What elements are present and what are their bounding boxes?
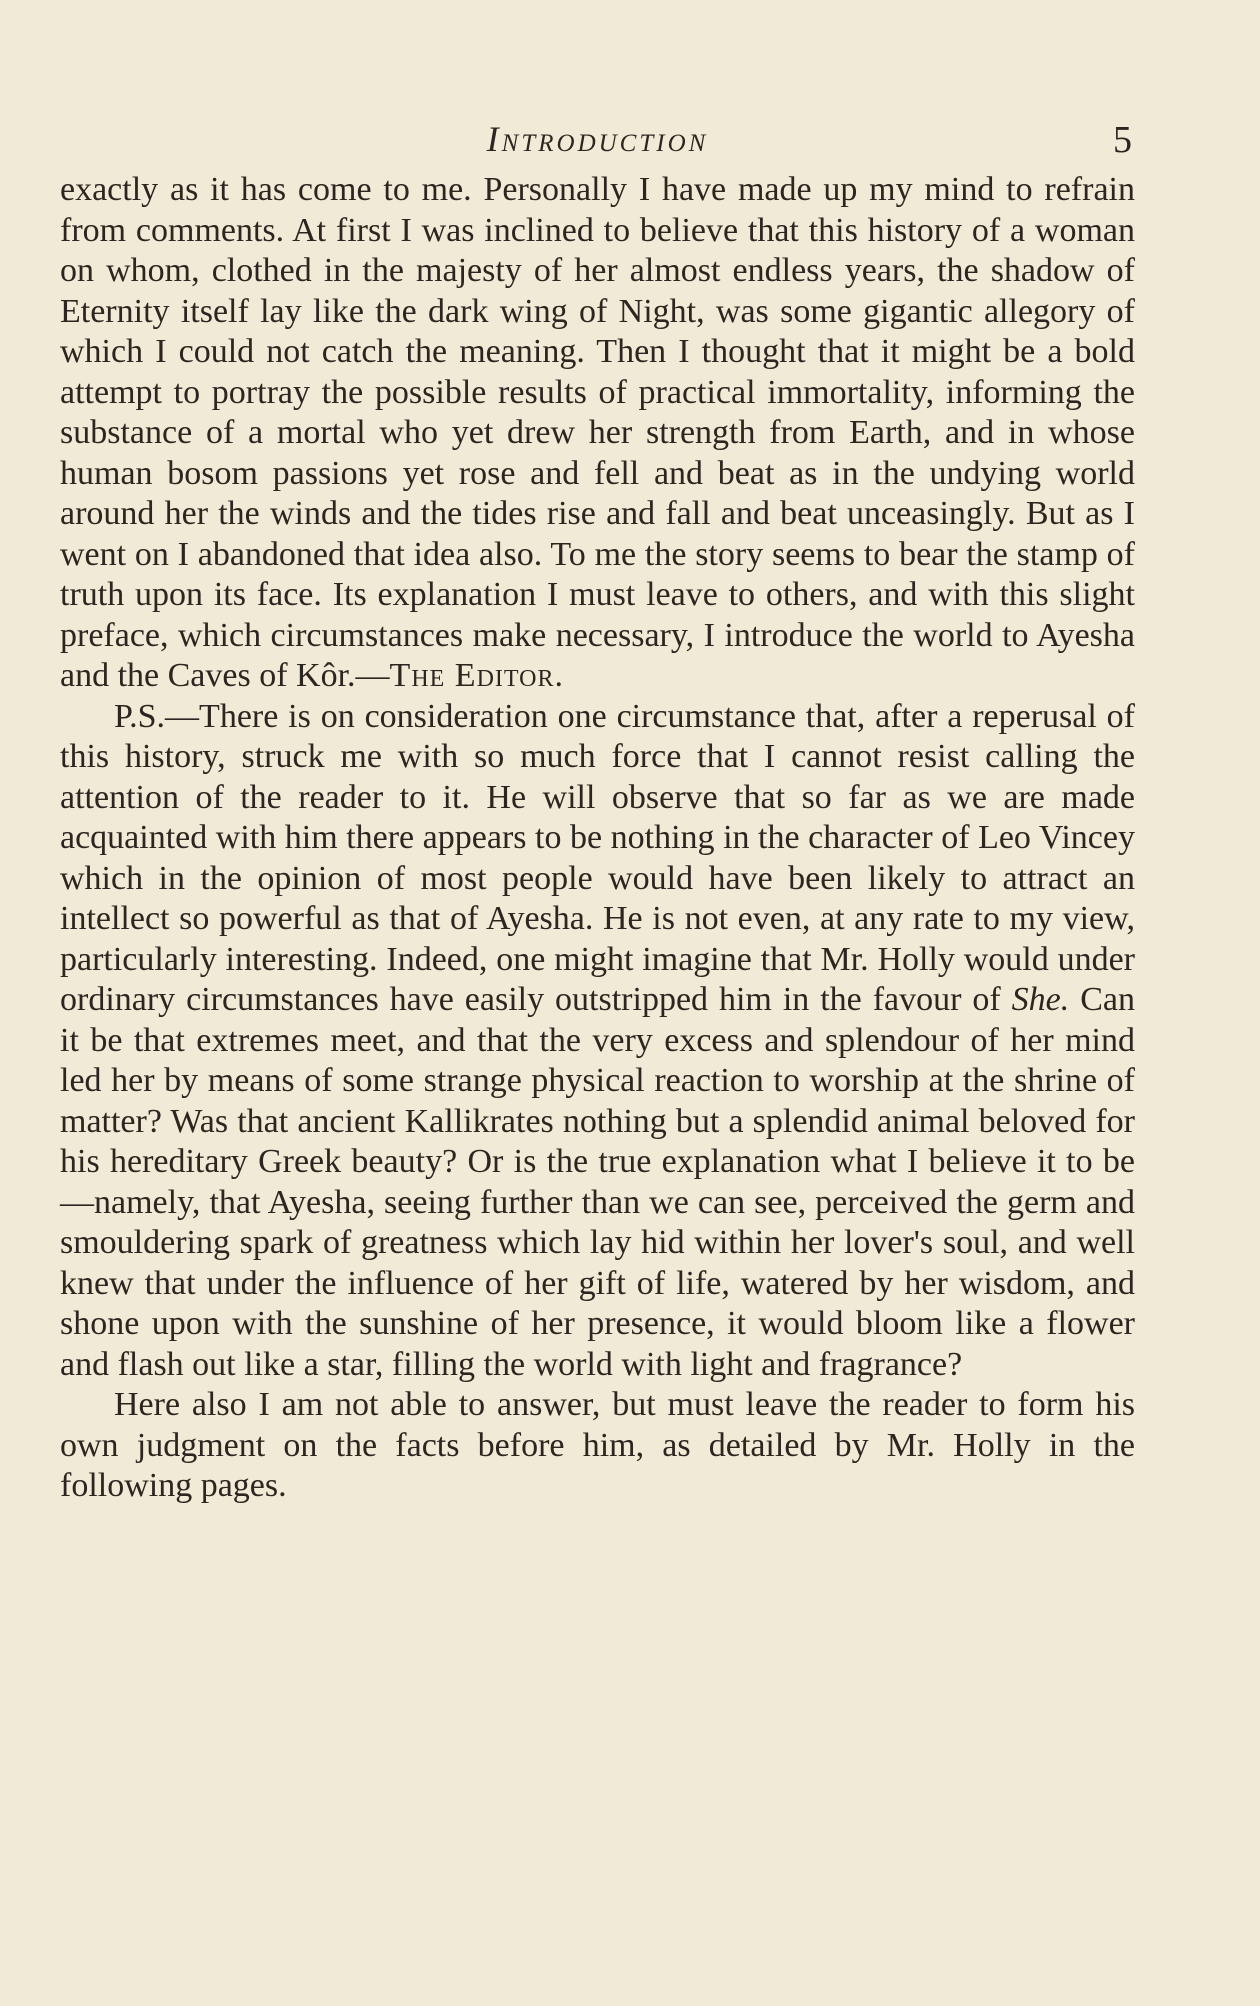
paragraph-1 <box>60 170 1135 697</box>
running-head <box>60 110 1135 170</box>
paragraph-1-text: exactly as it has come to me. Personally I have made up my mind to refrain from comments. At first I was inclined to believe that this history of a woman on whom, clothed in the majesty of her almost endless years, the shadow of Eternity itself lay like the dark wing of Night, was some gigantic allegory of which I could not catch the meaning. Then I thought that it might be a bold attempt to portray the possible results of practical immortality, informing the substance of a mortal who yet drew her strength from Earth, and in whose human bosom passions yet rose and fell and beat as in the undying world around her the winds and the tides rise and fall and beat unceasingly. But as I went on I abandoned that idea also. To me the story seems to bear the stamp of truth upon its face. Its explanation I must leave to others, and with this slight preface, which circumstances make necessary, I introduce the world to Ayesha and the Caves of Kôr.— <box>60 171 1135 694</box>
paragraph-2 <box>60 697 1135 1386</box>
paragraph-3 <box>60 1385 1135 1507</box>
paragraph-2-text-before: P.S.—There is on consideration one circumstance that, after a reperusal of this history, struck me with so much force that I cannot resist calling the attention of the reader to it. He will observe that so far as we are made acquainted with him there appears to be nothing in the character of Leo Vincey which in the opinion of most people would have been likely to attract an intellect so powerful as that of Ayesha. He is not even, at any rate to my view, particularly interesting. Indeed, one might imagine that Mr. Holly would under ordinary circumstances have easily outstripped him in the favour of <box>60 697 1135 1018</box>
body-text <box>60 170 1135 1507</box>
editor-signature: The Editor. <box>389 657 564 694</box>
she-italic: She. <box>1011 981 1070 1018</box>
paragraph-2-text-after: Can it be that extremes meet, and that the very excess and splendour of her mind led her by means of some strange physical reaction to worship at the shrine of matter? Was that ancient Kallikrates nothing but a splendid animal beloved for his hereditary Greek beauty? Or is the true explanation what I believe it to be—namely, that Ayesha, seeing further than we can see, perceived the germ and smouldering spark of greatness which lay hid within her lover's soul, and well knew that under the influence of her gift of life, watered by her wisdom, and shone upon with the sunshine of her presence, it would bloom like a flower and flash out like a star, filling the world with light and fragrance? <box>60 981 1135 1383</box>
book-page <box>60 110 1135 1507</box>
paragraph-3-text: Here also I am not able to answer, but must leave the reader to form his own judgment on the facts before him, as detailed by Mr. Holly in the following pages. <box>60 1386 1135 1504</box>
page-number: 5 <box>1113 119 1135 161</box>
running-title: Introduction <box>486 119 709 159</box>
